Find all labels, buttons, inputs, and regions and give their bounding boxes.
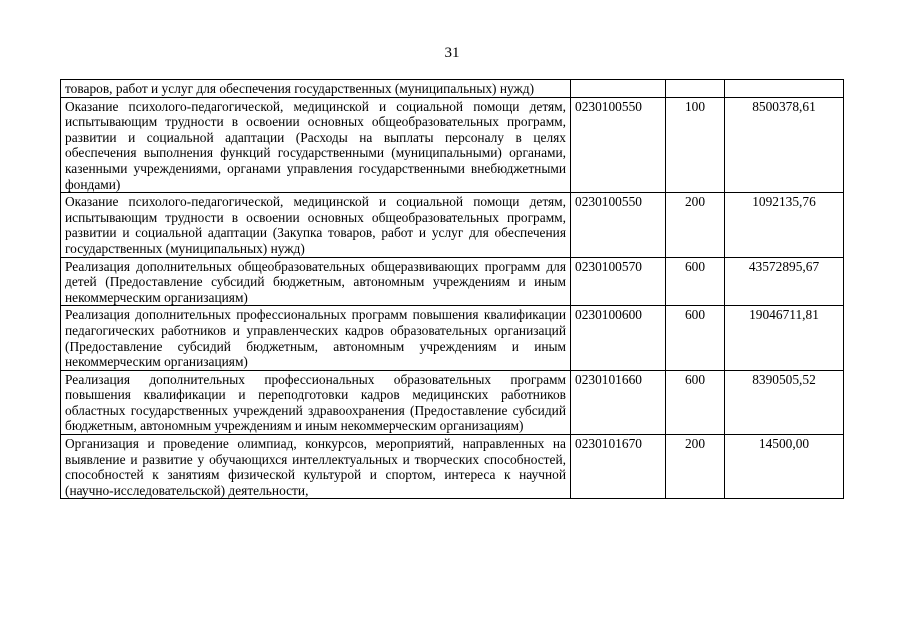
row-description: Организация и проведение олимпиад, конкурсов, мероприятий, направленных на выявление и развитие у обучающихся интеллектуальных и творческих способностей, способностей к занятиям физической культурой и спортом, интереса к научной (научно-исследовательской) деятельности,	[61, 435, 571, 499]
row-expense-type: 600	[666, 306, 725, 370]
table-row	[61, 257, 844, 306]
row-expense-type: 200	[666, 435, 725, 499]
row-amount: 43572895,67	[725, 257, 844, 306]
row-amount: 8500378,61	[725, 97, 844, 193]
row-description: Реализация дополнительных общеобразовательных общеразвивающих программ для детей (Предоставление субсидий бюджетным, автономным учреждениям и иным некоммерческим организациям)	[61, 257, 571, 306]
row-description: Реализация дополнительных профессиональных образовательных программ повышения квалификации и переподготовки кадров медицинских работников областных государственных учреждений здравоохранения (Предоставление субсидий бюджетным, автономным учреждениям и иным некоммерческим организациям)	[61, 370, 571, 434]
row-amount: 8390505,52	[725, 370, 844, 434]
table-row	[61, 435, 844, 499]
budget-table	[60, 79, 844, 499]
row-amount: 19046711,81	[725, 306, 844, 370]
row-amount	[725, 80, 844, 98]
row-amount: 14500,00	[725, 435, 844, 499]
table-row	[61, 193, 844, 257]
row-target-code: 0230100550	[571, 193, 666, 257]
table-row	[61, 97, 844, 193]
row-target-code: 0230100570	[571, 257, 666, 306]
page-number: 31	[444, 45, 460, 61]
table-row	[61, 80, 844, 98]
row-target-code: 0230100550	[571, 97, 666, 193]
row-amount: 1092135,76	[725, 193, 844, 257]
table-row	[61, 370, 844, 434]
row-target-code: 0230101660	[571, 370, 666, 434]
row-target-code	[571, 80, 666, 98]
row-expense-type: 200	[666, 193, 725, 257]
row-description: Реализация дополнительных профессиональных программ повышения квалификации педагогических работников и управленческих кадров образовательных организаций (Предоставление субсидий бюджетным, автономным учреждениям и иным некоммерческим организациям)	[61, 306, 571, 370]
row-expense-type: 600	[666, 370, 725, 434]
row-target-code: 0230101670	[571, 435, 666, 499]
row-target-code: 0230100600	[571, 306, 666, 370]
row-description: товаров, работ и услуг для обеспечения государственных (муниципальных) нужд)	[61, 80, 571, 98]
row-expense-type: 600	[666, 257, 725, 306]
table-row	[61, 306, 844, 370]
row-expense-type: 100	[666, 97, 725, 193]
row-expense-type	[666, 80, 725, 98]
row-description: Оказание психолого-педагогической, медицинской и социальной помощи детям, испытывающим трудности в освоении основных общеобразовательных программ, развитии и социальной адаптации (Расходы на выплаты персоналу в целях обеспечения выполнения функций государственными (муниципальными) органами, казенными учреждениями, органами управления государственными внебюджетными фондами)	[61, 97, 571, 193]
row-description: Оказание психолого-педагогической, медицинской и социальной помощи детям, испытывающим трудности в освоении основных общеобразовательных программ, развитии и социальной адаптации (Закупка товаров, работ и услуг для обеспечения государственных (муниципальных) нужд)	[61, 193, 571, 257]
